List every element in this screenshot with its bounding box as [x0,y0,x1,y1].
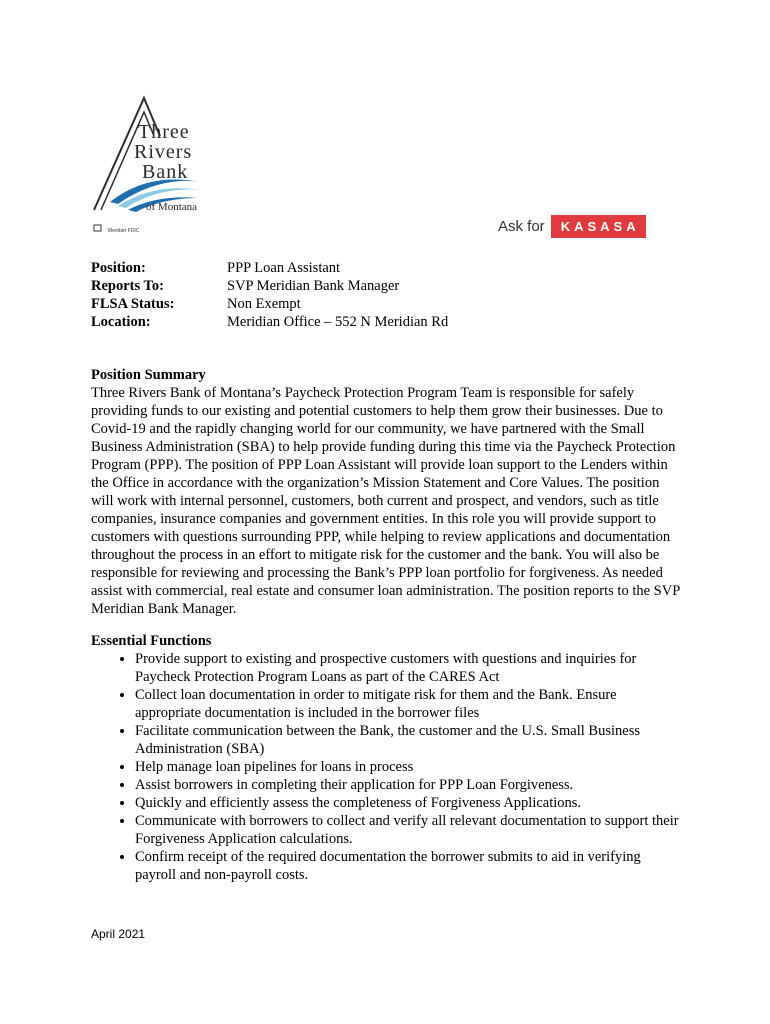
field-label: FLSA Status: [91,296,175,312]
field-value: PPP Loan Assistant [227,260,341,276]
field-row-position [91,259,448,277]
field-value: SVP Meridian Bank Manager [227,278,400,294]
logo-line-of-montana: of Montana [146,201,198,213]
list-item: • Collect loan documentation in order to mitigate risk for them and the Bank. Ensure appropriate documentation is included in the borrower files [135,686,681,722]
essential-functions-section [91,632,681,884]
list-item: • Communicate with borrowers to collect and verify all relevant documentation to support their Forgiveness Application calculations. [135,812,681,848]
field-value: Non Exempt [227,296,301,312]
position-summary-heading: Position Summary [91,367,206,383]
list-item: • Assist borrowers in completing their application for PPP Loan Forgiveness. [135,776,681,794]
logo-line-bank: Bank [142,161,189,183]
essential-functions-list [91,650,681,884]
list-item: • Facilitate communication between the Bank, the customer and the U.S. Small Business Administration (SBA) [135,722,681,758]
list-item: • Help manage loan pipelines for loans in process [135,758,681,776]
logo-member-fdic: Member FDIC [108,228,140,234]
field-label: Location: [91,314,151,330]
position-summary-section [91,366,681,618]
list-item: • Confirm receipt of the required documentation the borrower submits to aid in verifying payroll and non-payroll costs. [135,848,681,884]
field-label: Position: [91,260,146,276]
field-row-location [91,313,448,331]
logo-line-three: Three [138,121,190,143]
field-row-flsa-status [91,295,448,313]
list-item: • Quickly and efficiently assess the completeness of Forgiveness Applications. [135,794,681,812]
bank-logo [88,92,218,240]
ask-for-kasasa-logo [498,212,646,240]
field-label: Reports To: [91,278,164,294]
field-value: Meridian Office – 552 N Meridian Rd [227,314,449,330]
kasasa-brand: KASASA [551,215,646,238]
essential-functions-heading: Essential Functions [91,633,212,649]
position-fields [91,259,448,331]
logo-line-rivers: Rivers [134,141,193,163]
field-row-reports-to [91,277,448,295]
position-summary-text: Three Rivers Bank of Montana’s Paycheck Protection Program Team is responsible for safely providing funds to our existing and potential customers to help them grow their businesses. Due to Covid-19 and the rapidly changing world for our community, we have partnered with the Small Business Administration (SBA) to help provide funding during this time via the Paycheck Protection Program (PPP). The position of PPP Loan Assistant will provide loan support to the Lenders within the Office in accordance with the organization’s Mission Statement and Core Values. The position will work with internal personnel, customers, both current and prospect, and vendors, such as title companies, insurance companies and government entities. In this role you will provide support to customers with questions surrounding PPP, while helping to review applications and documentation throughout the process in an effort to mitigate risk for the customer and the bank. You will also be responsible for reviewing and processing the Bank’s PPP loan portfolio for forgiveness. As needed assist with commercial, real estate and consumer loan administration. The position reports to the SVP Meridian Bank Manager. [91,385,680,617]
list-item: • Provide support to existing and prospective customers with questions and inquiries for Paycheck Protection Program Loans as part of the CARES Act [135,650,681,686]
ask-for-label: Ask for [498,217,545,235]
footer-date: April 2021 [91,927,146,941]
